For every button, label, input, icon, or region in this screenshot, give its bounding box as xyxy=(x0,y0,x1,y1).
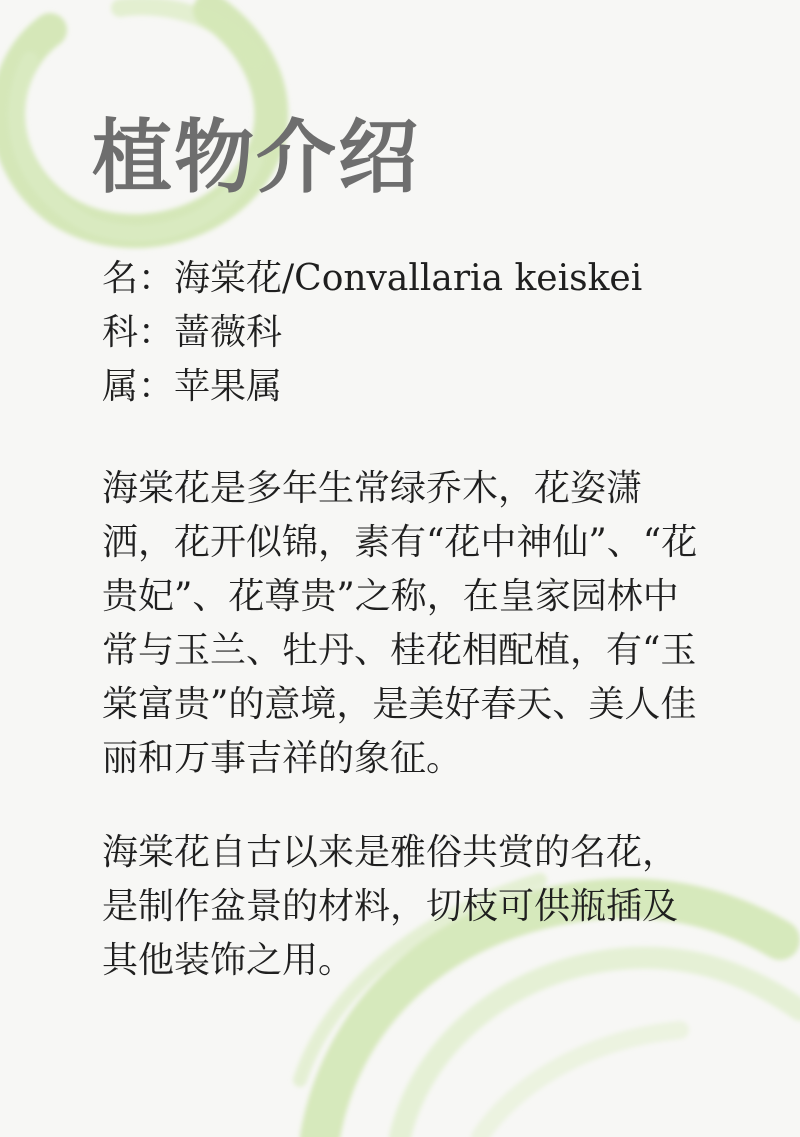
plant-family-value: 蔷薇科 xyxy=(174,312,283,353)
description-paragraph: 海棠花是多年生常绿乔木，花姿潇洒，花开似锦，素有“花中神仙”、“花贵妃”、花尊贵”之称，在皇家园林中常与玉兰、牡丹、桂花相配植，有“玉棠富贵”的意境，是美好春天、美人佳丽和万事吉祥的象征。 xyxy=(102,468,698,779)
page-title: 植物介绍 xyxy=(92,111,420,204)
plant-genus-row xyxy=(102,360,642,414)
plant-family-row xyxy=(102,306,642,360)
plant-name-label: 名： xyxy=(102,258,175,299)
plant-name-row xyxy=(102,252,642,306)
plant-genus-label: 属： xyxy=(102,366,175,407)
plant-info-list xyxy=(102,252,642,414)
usage-paragraph: 海棠花自古以来是雅俗共赏的名花，是制作盆景的材料，切枝可供瓶插及其他装饰之用。 xyxy=(102,832,679,981)
plant-name-value: 海棠花/Convallaria keiskei xyxy=(174,258,643,299)
plant-genus-value: 苹果属 xyxy=(174,366,283,407)
plant-family-label: 科： xyxy=(102,312,175,353)
